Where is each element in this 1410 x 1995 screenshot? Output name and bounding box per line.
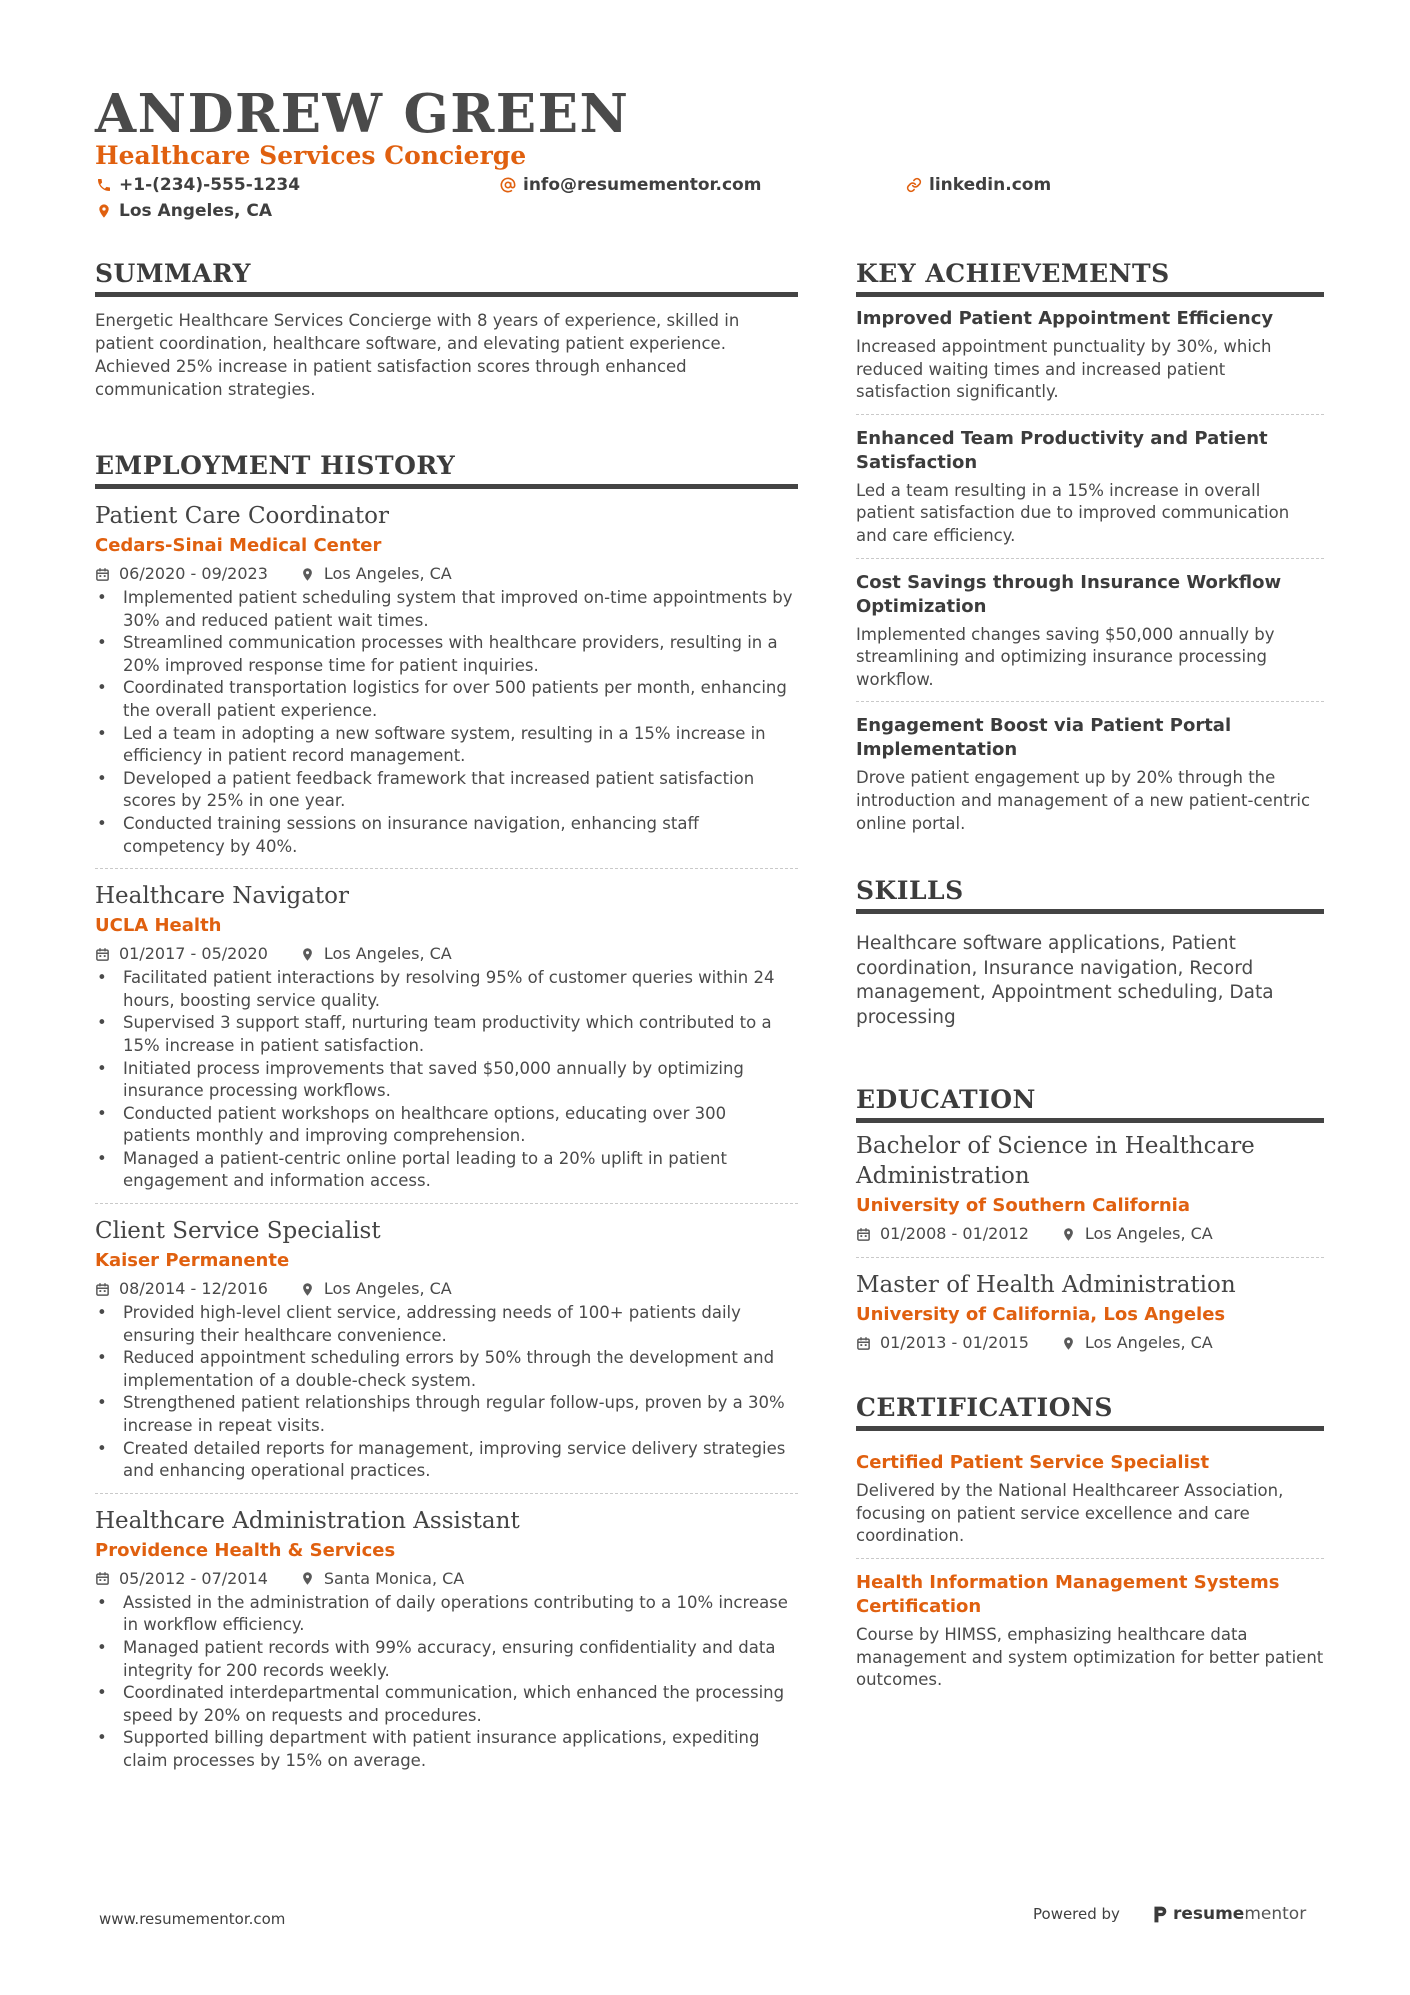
- job-bullet: • Managed patient records with 99% accuracy, ensuring confidentiality and data integrity for 200 records weekly.: [95, 1637, 798, 1682]
- achievement-title: Cost Savings through Insurance Workflow Optimization: [856, 571, 1282, 617]
- degree-name: Bachelor of Science in Healthcare Administration: [856, 1133, 1255, 1190]
- job-location: Los Angeles, CA: [323, 944, 452, 964]
- job-dates: 01/2017 - 05/2020: [119, 944, 268, 964]
- employer-name: Kaiser Permanente: [95, 1250, 290, 1272]
- calendar-icon: [95, 1571, 110, 1586]
- job-bullet: • Implemented patient scheduling system that improved on-time appointments by 30% and reduced patient wait times.: [95, 587, 798, 632]
- job-bullet: • Initiated process improvements that saved $50,000 annually by optimizing insurance processing workflows.: [95, 1058, 798, 1103]
- linkedin-link[interactable]: linkedin.com: [929, 175, 1052, 195]
- footer-branding: [1033, 1904, 1306, 1924]
- job-entry: [95, 1203, 798, 1491]
- education-location: Los Angeles, CA: [1084, 1224, 1213, 1244]
- employer-name: Providence Health & Services: [95, 1539, 396, 1561]
- job-entry: [95, 1493, 798, 1781]
- job-bullet: • Managed a patient-centric online portal leading to a 20% uplift in patient engagement and information access.: [95, 1148, 798, 1193]
- phone-text[interactable]: +1-(234)-555-1234: [119, 175, 301, 195]
- job-bullet: • Coordinated transportation logistics for over 500 patients per month, enhancing the overall patient experience.: [95, 677, 798, 722]
- employer-name: UCLA Health: [95, 915, 222, 937]
- calendar-icon: [856, 1336, 871, 1351]
- job-position: Patient Care Coordinator: [95, 503, 389, 529]
- achievement-title: Engagement Boost via Patient Portal Implementation: [856, 715, 1232, 761]
- location-text: Los Angeles, CA: [119, 201, 272, 221]
- degree-name: Master of Health Administration: [856, 1272, 1236, 1299]
- achievements-list: [856, 301, 1324, 845]
- employment-list: [95, 501, 798, 1781]
- job-dates: 05/2012 - 07/2014: [119, 1568, 268, 1588]
- job-bullet: • Led a team in adopting a new software system, resulting in a 15% increase in efficiency in patient record management.: [95, 723, 798, 768]
- job-position: Healthcare Administration Assistant: [95, 1507, 520, 1534]
- calendar-icon: [856, 1227, 871, 1242]
- brand-bold: resume: [1172, 1904, 1245, 1924]
- link-icon: [906, 177, 922, 193]
- education-item: [856, 1131, 1324, 1255]
- job-bullet: • Reduced appointment scheduling errors by 50% through the development and implementation of a double-check system.: [95, 1347, 798, 1392]
- job-title: Healthcare Services Concierge: [95, 141, 527, 170]
- job-bullet: • Facilitated patient interactions by resolving 95% of customer queries within 24 hours, boosting service quality.: [95, 967, 798, 1012]
- achievements-heading: KEY ACHIEVEMENTS: [856, 258, 1324, 297]
- contact-linkedin: [906, 174, 1051, 196]
- job-bullets: [95, 587, 798, 858]
- footer-website[interactable]: www.resumementor.com: [99, 1910, 286, 1928]
- right-column: [856, 258, 1324, 1702]
- certification-title: Certified Patient Service Specialist: [856, 1452, 1210, 1474]
- education-dates: 01/2008 - 01/2012: [880, 1224, 1029, 1244]
- job-bullets: [95, 1592, 798, 1773]
- achievement-item: [856, 558, 1324, 702]
- summary-text: Energetic Healthcare Services Concierge with 8 years of experience, skilled in patient coordination, healthcare software, and elevating patient experience. Achieved 25% increase in patient satisfaction scores through enhanced communication strategies.: [95, 311, 740, 399]
- achievement-item: [856, 301, 1324, 414]
- job-position: Client Service Specialist: [95, 1218, 381, 1245]
- education-location: Los Angeles, CA: [1084, 1333, 1213, 1353]
- certification-desc: Delivered by the National Healthcareer Association, focusing on patient service excellence and care coordination.: [856, 1481, 1284, 1546]
- job-bullet: • Conducted training sessions on insurance navigation, enhancing staff competency by 40%.: [95, 813, 798, 858]
- job-meta: [95, 943, 798, 965]
- skills-heading: SKILLS: [856, 875, 1324, 914]
- resumementor-logo-icon: [1152, 1905, 1168, 1924]
- school-name: University of California, Los Angeles: [856, 1304, 1226, 1326]
- phone-icon: [96, 177, 112, 193]
- brand-thin: mentor: [1244, 1904, 1307, 1924]
- job-entry: [95, 868, 798, 1201]
- job-bullet: • Supervised 3 support staff, nurturing team productivity which contributed to a 15% increase in patient satisfaction.: [95, 1012, 798, 1057]
- calendar-icon: [95, 947, 110, 962]
- job-bullet: • Assisted in the administration of daily operations contributing to a 10% increase in workflow efficiency.: [95, 1592, 798, 1637]
- achievement-item: [856, 414, 1324, 558]
- achievement-title: Enhanced Team Productivity and Patient Satisfaction: [856, 427, 1268, 473]
- job-meta: [95, 1568, 798, 1590]
- map-pin-icon: [96, 203, 112, 219]
- job-position: Healthcare Navigator: [95, 883, 350, 910]
- job-entry: [95, 501, 798, 866]
- job-dates: 08/2014 - 12/2016: [119, 1279, 268, 1299]
- achievement-desc: Drove patient engagement up by 20% through the introduction and management of a new patient-centric online portal.: [856, 768, 1311, 833]
- at-sign-icon: [500, 177, 516, 193]
- achievement-desc: Increased appointment punctuality by 30%, which reduced waiting times and increased patient satisfaction significantly.: [856, 337, 1272, 402]
- job-location: Los Angeles, CA: [323, 564, 452, 583]
- employer-name: Cedars-Sinai Medical Center: [95, 535, 382, 556]
- job-meta: [95, 563, 798, 585]
- job-bullets: [95, 967, 798, 1193]
- job-bullet: • Coordinated interdepartmental communication, which enhanced the processing speed by 20% on requests and procedures.: [95, 1682, 798, 1727]
- employment-heading: EMPLOYMENT HISTORY: [95, 450, 798, 489]
- contact-email: [500, 174, 761, 196]
- job-bullet: • Strengthened patient relationships through regular follow-ups, proven by a 30% increase in repeat visits.: [95, 1392, 798, 1437]
- education-heading: EDUCATION: [856, 1084, 1324, 1123]
- map-pin-icon: [300, 1282, 315, 1297]
- brand-logo[interactable]: [1152, 1904, 1306, 1924]
- certification-item: [856, 1558, 1324, 1702]
- job-bullet: • Provided high-level client service, addressing needs of 100+ patients daily ensuring their healthcare convenience.: [95, 1302, 798, 1347]
- education-meta: [856, 1223, 1324, 1245]
- certifications-heading: CERTIFICATIONS: [856, 1392, 1324, 1431]
- skills-text: Healthcare software applications, Patient coordination, Insurance navigation, Record management, Appointment scheduling, Data processing: [856, 933, 1274, 1028]
- calendar-icon: [95, 1282, 110, 1297]
- certification-title: Health Information Management Systems Certification: [856, 1571, 1280, 1617]
- achievement-title: Improved Patient Appointment Efficiency: [856, 308, 1274, 329]
- certifications-list: [856, 1445, 1324, 1702]
- map-pin-icon: [1061, 1227, 1076, 1242]
- job-bullet: • Conducted patient workshops on healthcare options, educating over 300 patients monthly and improving comprehension.: [95, 1103, 798, 1148]
- job-bullets: [95, 1302, 798, 1483]
- map-pin-icon: [300, 1571, 315, 1586]
- education-meta: [856, 1332, 1324, 1354]
- job-bullet: • Streamlined communication processes with healthcare providers, resulting in a 20% improved response time for patient inquiries.: [95, 632, 798, 677]
- contact-phone: [96, 174, 300, 196]
- job-dates: 06/2020 - 09/2023: [119, 564, 268, 583]
- job-bullet: • Developed a patient feedback framework that increased patient satisfaction scores by 25% in one year.: [95, 768, 798, 813]
- calendar-icon: [95, 567, 110, 582]
- job-bullet: • Supported billing department with patient insurance applications, expediting claim processes by 15% on average.: [95, 1727, 798, 1772]
- education-list: [856, 1131, 1324, 1364]
- education-item: [856, 1257, 1324, 1364]
- contact-location: [96, 200, 272, 222]
- achievement-desc: Implemented changes saving $50,000 annually by streamlining and optimizing insurance processing workflow.: [856, 624, 1275, 689]
- powered-by-label: Powered by: [1033, 1905, 1120, 1923]
- job-meta: [95, 1278, 798, 1300]
- left-column: [95, 258, 798, 1781]
- school-name: University of Southern California: [856, 1195, 1191, 1217]
- map-pin-icon: [1061, 1336, 1076, 1351]
- job-bullet: • Created detailed reports for management, improving service delivery strategies and enhancing operational practices.: [95, 1438, 798, 1483]
- job-location: Santa Monica, CA: [323, 1568, 465, 1588]
- map-pin-icon: [300, 947, 315, 962]
- email-link[interactable]: info@resumementor.com: [523, 175, 762, 195]
- map-pin-icon: [300, 567, 315, 582]
- certification-desc: Course by HIMSS, emphasizing healthcare data management and system optimization for better patient outcomes.: [856, 1624, 1324, 1690]
- candidate-name: ANDREW GREEN: [95, 83, 630, 145]
- education-dates: 01/2013 - 01/2015: [880, 1333, 1029, 1353]
- summary-heading: SUMMARY: [95, 258, 798, 297]
- achievement-desc: Led a team resulting in a 15% increase in overall patient satisfaction due to improved communication and care efficiency.: [856, 480, 1290, 545]
- job-location: Los Angeles, CA: [323, 1279, 452, 1299]
- achievement-item: [856, 701, 1324, 845]
- certification-item: [856, 1445, 1324, 1558]
